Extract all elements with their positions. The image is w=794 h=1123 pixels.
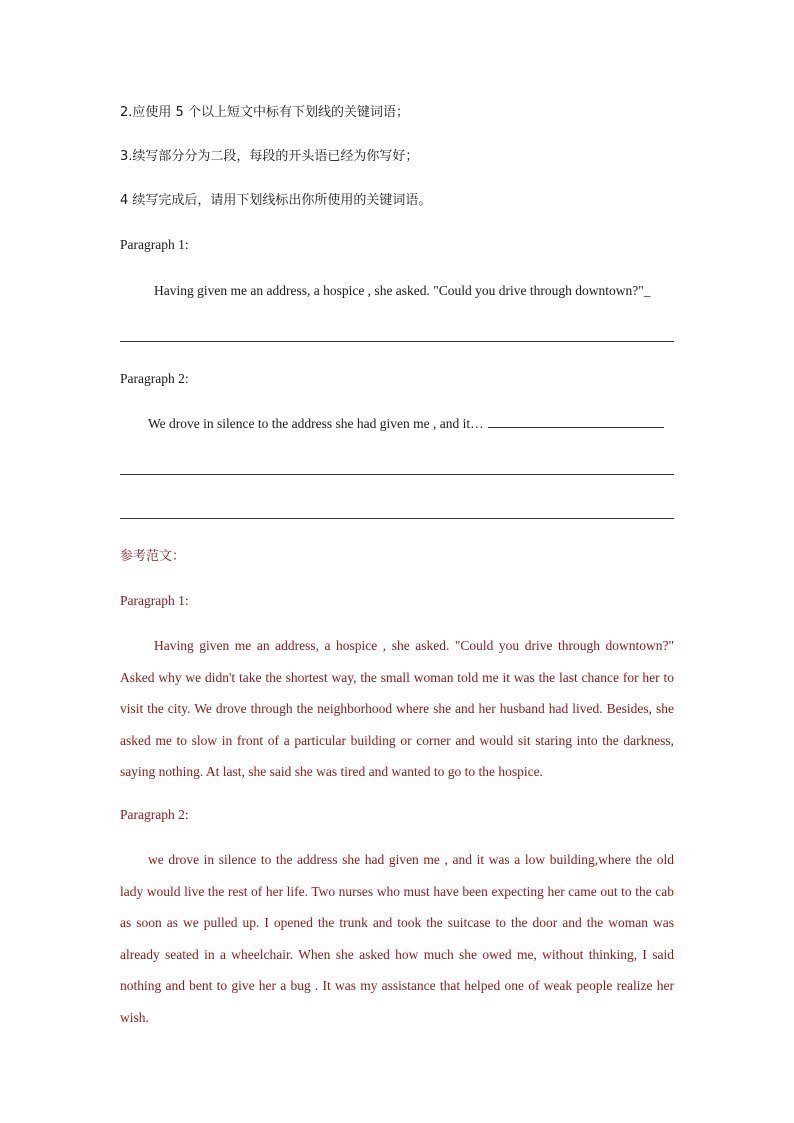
sample-paragraph-1-label: Paragraph 1:: [120, 593, 189, 608]
requirement-item-4: 4 续写完成后，请用下划线标出你所使用的关键词语。: [120, 193, 432, 208]
exercise-paragraph-1-opening: Having given me an address, a hospice , she asked. "Could you drive through downtown?"_: [154, 283, 651, 298]
exercise-paragraph-2-opening: We drove in silence to the address she had given me , and it…: [148, 416, 484, 431]
sample-paragraph-2-text: we drove in silence to the address she had given me , and it was a low building,where the old lady would live the rest of her life. Two nurses who must have been expecting her came out to the cab as soon as we pulled up. I opened the trunk and took the suitcase to the door and the woman was already seated in a wheelchair. When she asked how much she owed me, without thinking, I said nothing and bent to give her a bug . It was my assistance that helped one of weak people realize her wish.: [120, 852, 674, 1025]
exercise-paragraph-2-row: [120, 414, 674, 433]
sample-paragraph-1-text: Having given me an address, a hospice , she asked. "Could you drive through downtown?" Asked why we didn't take the shortest way, the small woman told me it was the last chance for her to visit the city. We drove through the neighborhood where she and her husband had lived. Besides, she asked me to slow in front of a particular building or corner and would sit staring into the darkness, saying nothing. At last, she said she was tired and wanted to go to the hospice.: [120, 638, 674, 779]
answer-blank-line: [120, 341, 674, 342]
requirement-item-3: 3.续写部分分为二段，每段的开头语已经为你写好；: [120, 149, 419, 164]
sample-paragraph-2-label: Paragraph 2:: [120, 807, 189, 822]
answer-blank-line: [120, 518, 674, 519]
requirement-item-2: 2.应使用 5 个以上短文中标有下划线的关键词语；: [120, 105, 409, 120]
answer-blank-inline: [488, 414, 664, 428]
exercise-paragraph-2-label: Paragraph 2:: [120, 371, 189, 386]
sample-heading: 参考范文：: [120, 549, 186, 564]
exercise-paragraph-1-label: Paragraph 1:: [120, 237, 189, 252]
answer-blank-line: [120, 474, 674, 475]
